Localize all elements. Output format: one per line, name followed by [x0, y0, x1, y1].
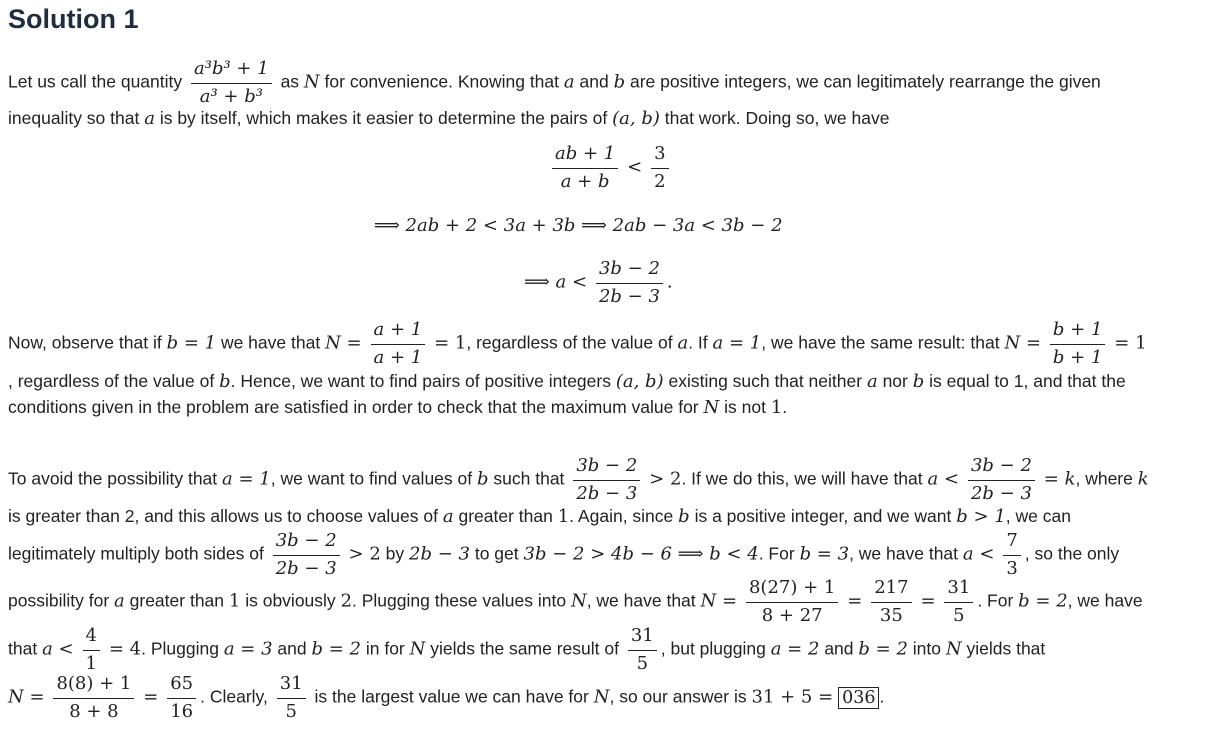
paragraph-3-line-2 [8, 506, 1071, 527]
paragraph-3-line-6 [8, 673, 884, 723]
numerator: 217 [871, 577, 911, 603]
text: is not [724, 397, 766, 417]
math: k [1137, 468, 1149, 490]
text: that work. Doing so, we have [664, 108, 890, 128]
math: (a, b) [615, 371, 664, 392]
paragraph-2-line-3 [8, 397, 787, 418]
text: Now, observe that if [8, 332, 162, 353]
math: N [593, 686, 610, 708]
denominator: 2b − 3 [598, 285, 660, 307]
math: N = [700, 590, 738, 612]
math: = 4 [108, 638, 142, 660]
denominator: 5 [636, 652, 649, 674]
text: , we have the same result: that [761, 332, 1000, 353]
math: = [920, 590, 936, 612]
text: are positive integers, we can legitimately rearrange the given [629, 71, 1101, 92]
math: 1 [228, 590, 241, 612]
text: yields that [966, 638, 1046, 659]
text: legitimately multiply both sides of [8, 543, 264, 564]
text: . Again, since [569, 506, 674, 526]
math: 3b − 2 > 4b − 6 ⟹ b < 4 [523, 543, 759, 565]
numerator: ab + 1 [552, 143, 618, 169]
math: = [143, 686, 159, 708]
numerator: 3b − 2 [573, 455, 640, 481]
text: . If [688, 332, 708, 353]
math: N [703, 397, 720, 418]
denominator: a + b [560, 170, 610, 192]
text: , we have [1067, 590, 1143, 611]
text: . [879, 686, 885, 707]
text: . Hence, we want to find pairs of positive integers [230, 371, 611, 391]
math: 1 [557, 506, 570, 527]
math: b [678, 506, 690, 527]
text: . Clearly, [200, 686, 268, 707]
denominator: 16 [170, 700, 194, 722]
text: we have that [220, 332, 321, 353]
math: (a, b) [612, 108, 660, 129]
math: = 1 [434, 332, 467, 354]
paragraph-3-line-3 [8, 530, 1119, 580]
math: < [627, 156, 643, 178]
math: N [945, 638, 962, 660]
fraction [167, 673, 196, 723]
numerator: 3b − 2 [273, 530, 340, 556]
denominator: 5 [285, 700, 297, 722]
text: Let us call the quantity [8, 71, 183, 92]
text: by [385, 543, 405, 564]
text: , we want to find values of [270, 468, 473, 489]
denominator: 2b − 3 [970, 482, 1032, 504]
fraction [53, 673, 134, 723]
text: . For [977, 590, 1014, 611]
text: is obviously [245, 590, 336, 611]
math: N = [8, 686, 45, 708]
text: existing such that neither [668, 371, 863, 391]
math: a = 1 [222, 468, 271, 490]
paragraph-2-line-1 [8, 319, 1147, 369]
math: 31 + 5 = [751, 686, 834, 708]
display-equation-2: ⟹ 2ab + 2 < 3a + 3b ⟹ 2ab − 3a < 3b − 2 [374, 215, 783, 236]
math: . [666, 271, 673, 293]
text: greater than [458, 506, 553, 526]
text: in for [365, 638, 405, 659]
text: such that [493, 468, 565, 489]
text: , we have that [849, 543, 959, 564]
math: b = 2 [1018, 590, 1068, 612]
denominator: a + 1 [373, 346, 423, 368]
text: greater than [129, 590, 225, 611]
math: > 2 [649, 468, 682, 490]
fraction [1003, 530, 1020, 580]
math: > 2 [348, 543, 381, 565]
denominator: 8 + 27 [761, 604, 823, 626]
math: N = [1004, 332, 1042, 354]
text: yields the same result of [430, 638, 619, 659]
text: is by itself, which makes it easier to determine the pairs of [159, 108, 608, 128]
text: , so the only [1024, 543, 1120, 564]
fraction [746, 577, 838, 627]
denominator: 2b − 3 [576, 482, 638, 504]
fraction [1050, 319, 1106, 369]
denominator: a³ + b³ [199, 85, 263, 107]
text: , we have that [586, 590, 696, 611]
fraction [552, 143, 618, 193]
math: = [847, 590, 863, 612]
math: a < [927, 468, 960, 490]
numerator: b + 1 [1050, 319, 1106, 345]
math: b [613, 71, 626, 93]
math: a [866, 371, 878, 392]
denominator: 8 + 8 [69, 700, 119, 722]
denominator: 2b − 3 [275, 557, 337, 579]
math: b = 2 [858, 638, 908, 660]
display-equation-1 [548, 143, 673, 193]
fraction [273, 530, 340, 580]
text: nor [882, 371, 908, 391]
math: b = 3 [799, 543, 850, 565]
text: is equal to 1, and that the [929, 371, 1126, 391]
text: , we can [1005, 506, 1071, 526]
text: is greater than 2, and this allows us to choose values of [8, 506, 438, 526]
text: . Plugging [141, 638, 219, 659]
paragraph-2-line-2 [8, 371, 1126, 392]
math: N [570, 590, 587, 612]
numerator: a + 1 [371, 319, 426, 345]
math: = 1 [1114, 332, 1147, 354]
denominator: b + 1 [1052, 346, 1103, 368]
text: to get [474, 543, 519, 564]
fraction [277, 673, 306, 723]
math: = k [1043, 468, 1076, 490]
text: , so our answer is [609, 686, 747, 707]
numerator: 8(27) + 1 [746, 577, 838, 603]
fraction [628, 625, 657, 675]
math: 2b − 3 [409, 543, 470, 565]
math: b [219, 371, 231, 392]
fraction [651, 143, 668, 193]
numerator: 8(8) + 1 [53, 673, 134, 699]
numerator: 31 [628, 625, 657, 651]
text: , but plugging [660, 638, 766, 659]
text: into [912, 638, 941, 659]
math: b [477, 468, 489, 490]
paragraph-3-line-4 [8, 577, 1143, 627]
math: a [114, 590, 125, 612]
numerator: 3b − 2 [596, 258, 663, 284]
fraction [871, 577, 911, 627]
fraction-n-definition [191, 58, 272, 108]
text: as [280, 71, 300, 92]
text: is a positive integer, and we want [694, 506, 952, 526]
text: , where [1075, 468, 1133, 489]
text: and [277, 638, 307, 659]
math: ⟹ a < [524, 271, 588, 293]
text: and [579, 71, 609, 92]
text: and [824, 638, 854, 659]
math: b > 1 [956, 506, 1006, 527]
text: . If we do this, we will have that [681, 468, 923, 489]
numerator: 3 [651, 143, 668, 169]
math: b = 2 [311, 638, 361, 660]
text: that [8, 638, 38, 659]
math: b = 1 [166, 332, 217, 354]
math: 1 [770, 397, 783, 418]
text: for convenience. Knowing that [324, 71, 560, 92]
text: . Plugging these values into [352, 590, 567, 611]
math: a < [42, 638, 74, 660]
numerator: a³b³ + 1 [191, 58, 272, 84]
math: a [144, 108, 155, 129]
fraction [944, 577, 973, 627]
math: a [442, 506, 454, 527]
fraction [83, 625, 100, 675]
text: . For [758, 543, 795, 564]
fraction [968, 455, 1035, 505]
denominator: 35 [879, 604, 903, 626]
text: inequality so that [8, 108, 140, 128]
math: N [409, 638, 426, 660]
denominator: 2 [654, 170, 666, 192]
numerator: 3b − 2 [968, 455, 1035, 481]
solution-heading: Solution 1 [8, 4, 139, 34]
text: To avoid the possibility that [8, 468, 218, 489]
paragraph-1-line-2 [8, 108, 889, 129]
fraction [573, 455, 640, 505]
paragraph-3-line-1 [8, 455, 1149, 505]
text: , regardless of the value of [466, 332, 673, 353]
text: possibility for [8, 590, 110, 611]
denominator: 1 [85, 652, 97, 674]
numerator: 7 [1003, 530, 1020, 556]
math: N [303, 71, 320, 93]
paragraph-1-line-1 [8, 58, 1101, 108]
denominator: 3 [1006, 557, 1018, 579]
numerator: 65 [167, 673, 196, 699]
display-equation-3 [524, 258, 673, 308]
text: conditions given in the problem are satisfied in order to check that the maximum value for [8, 397, 699, 417]
paragraph-3-line-5 [8, 625, 1045, 675]
math: b [912, 371, 925, 392]
math: a [563, 71, 575, 93]
math: a = 3 [223, 638, 273, 660]
math: 2 [340, 590, 353, 612]
text: . [782, 397, 788, 417]
math: a = 2 [770, 638, 820, 660]
math: N = [325, 332, 362, 354]
denominator: 5 [953, 604, 965, 626]
fraction [371, 319, 426, 369]
numerator: 31 [277, 673, 306, 699]
math: a [677, 332, 689, 354]
math: a < [962, 543, 995, 565]
numerator: 4 [83, 625, 100, 651]
text: is the largest value we can have for [314, 686, 589, 707]
text: , regardless of the value of [8, 371, 215, 391]
math: a = 1 [712, 332, 762, 354]
numerator: 31 [944, 577, 973, 603]
boxed-answer: 036 [838, 687, 879, 709]
fraction [596, 258, 663, 308]
